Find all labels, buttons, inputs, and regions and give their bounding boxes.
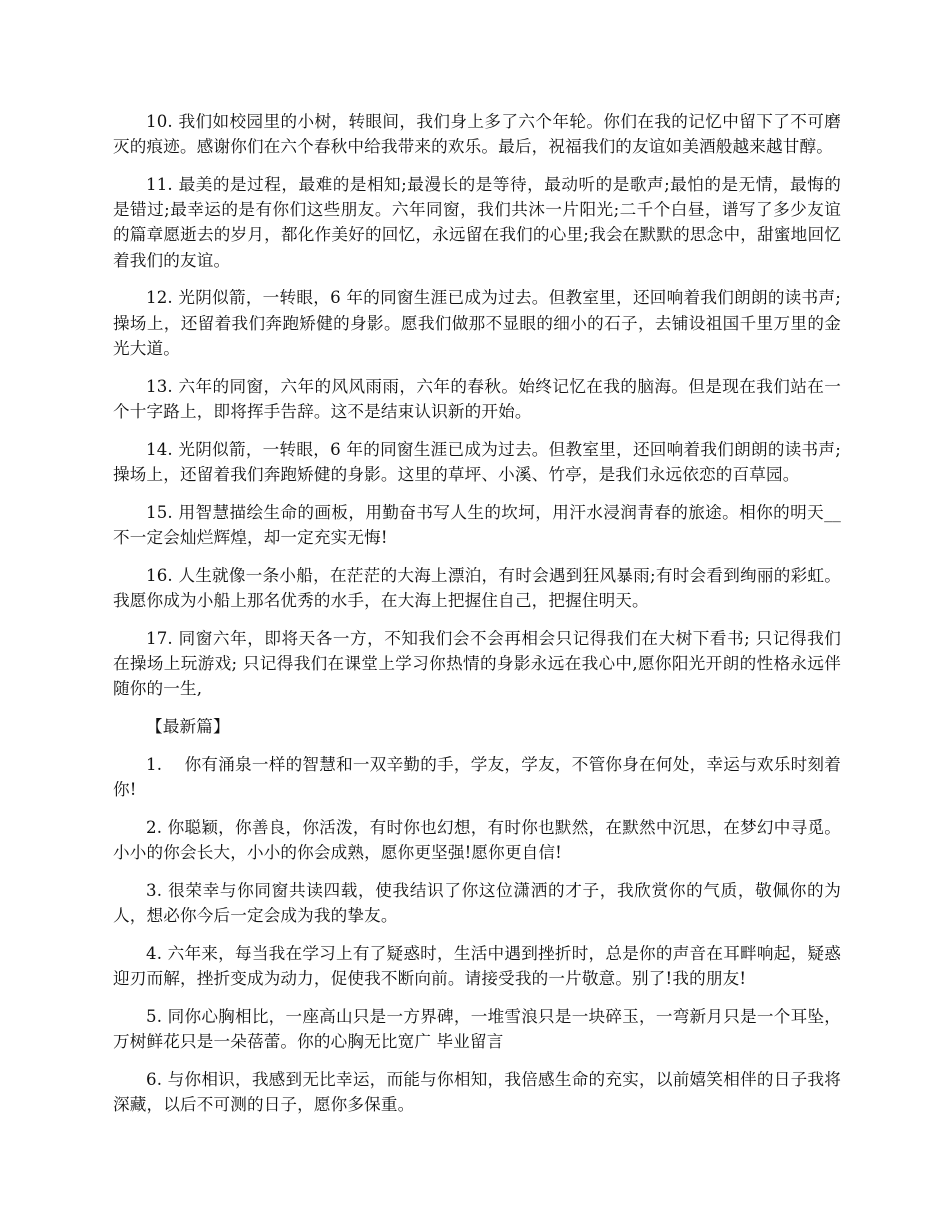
paragraph-13: 13. 六年的同窗，六年的风风雨雨，六年的春秋。始终记忆在我的脑海。但是现在我们站在一个十字路上，即将挥手告辞。这不是结束认识新的开始。 [113, 376, 841, 421]
paragraph-14: 14. 光阴似箭，一转眼，6 年的同窗生涯已成为过去。但教室里，还回响着我们朗朗的读书声;操场上，还留着我们奔跑矫健的身影。这里的草坪、小溪、竹亭，是我们永远依恋的百草园。 [113, 439, 841, 484]
paragraph-15: 15. 用智慧描绘生命的画板，用勤奋书写人生的坎坷，用汗水浸润青春的旅途。相你的明天__不一定会灿烂辉煌，却一定充实无悔! [113, 502, 841, 547]
latest-paragraph-3: 3. 很荣幸与你同窗共读四载，使我结识了你这位潇洒的才子，我欣赏你的气质，敬佩你的为人，想必你今后一定会成为我的挚友。 [113, 880, 841, 925]
latest-paragraph-5: 5. 同你心胸相比，一座高山只是一方界碑，一堆雪浪只是一块碎玉，一弯新月只是一个耳坠，万树鲜花只是一朵蓓蕾。你的心胸无比宽广 毕业留言 [113, 1006, 841, 1051]
latest-paragraph-6: 6. 与你相识，我感到无比幸运，而能与你相知，我倍感生命的充实，以前嬉笑相伴的日子我将深藏，以后不可测的日子，愿你多保重。 [113, 1069, 841, 1114]
document-page [113, 109, 841, 1130]
paragraph-11: 11. 最美的是过程，最难的是相知;最漫长的是等待，最动听的是歌声;最怕的是无情，最悔的是错过;最幸运的是有你们这些朋友。六年同窗，我们共沐一片阳光;二千个白昼，谱写了多少友谊的篇章愿逝去的岁月，都化作美好的回忆，永远留在我们的心里;我会在默默的思念中，甜蜜地回忆着我们的友谊。 [113, 175, 841, 270]
paragraph-12: 12. 光阴似箭，一转眼，6 年的同窗生涯已成为过去。但教室里，还回响着我们朗朗的读书声;操场上，还留着我们奔跑矫健的身影。愿我们做那不显眼的细小的石子，去铺设祖国千里万里的金光大道。 [113, 288, 841, 358]
latest-paragraph-1: 1. 你有涌泉一样的智慧和一双辛勤的手，学友，学友，不管你身在何处，幸运与欢乐时刻着你! [113, 754, 841, 799]
section-title-latest: 【最新篇】 [146, 716, 230, 736]
latest-paragraph-2: 2. 你聪颖，你善良，你活泼，有时你也幻想，有时你也默然，在默然中沉思，在梦幻中寻觅。小小的你会长大，小小的你会成熟，愿你更坚强!愿你更自信! [113, 817, 841, 862]
paragraph-17: 17. 同窗六年，即将天各一方，不知我们会不会再相会只记得我们在大树下看书; 只记得我们在操场上玩游戏; 只记得我们在课堂上学习你热情的身影永远在我心中,愿你阳光开朗的性格永远伴随你的一生, [113, 628, 841, 699]
paragraph-16: 16. 人生就像一条小船，在茫茫的大海上漂泊，有时会遇到狂风暴雨;有时会看到绚丽的彩虹。我愿你成为小船上那名优秀的水手，在大海上把握住自己，把握住明天。 [113, 565, 841, 610]
paragraph-10: 10. 我们如校园里的小树，转眼间，我们身上多了六个年轮。你们在我的记忆中留下了不可磨灭的痕迹。感谢你们在六个春秋中给我带来的欢乐。最后，祝福我们的友谊如美酒般越来越甘醇。 [113, 112, 841, 157]
latest-paragraph-4: 4. 六年来，每当我在学习上有了疑惑时，生活中遇到挫折时，总是你的声音在耳畔响起，疑惑迎刃而解，挫折变成为动力，促使我不断向前。请接受我的一片敬意。别了!我的朋友! [113, 943, 841, 988]
